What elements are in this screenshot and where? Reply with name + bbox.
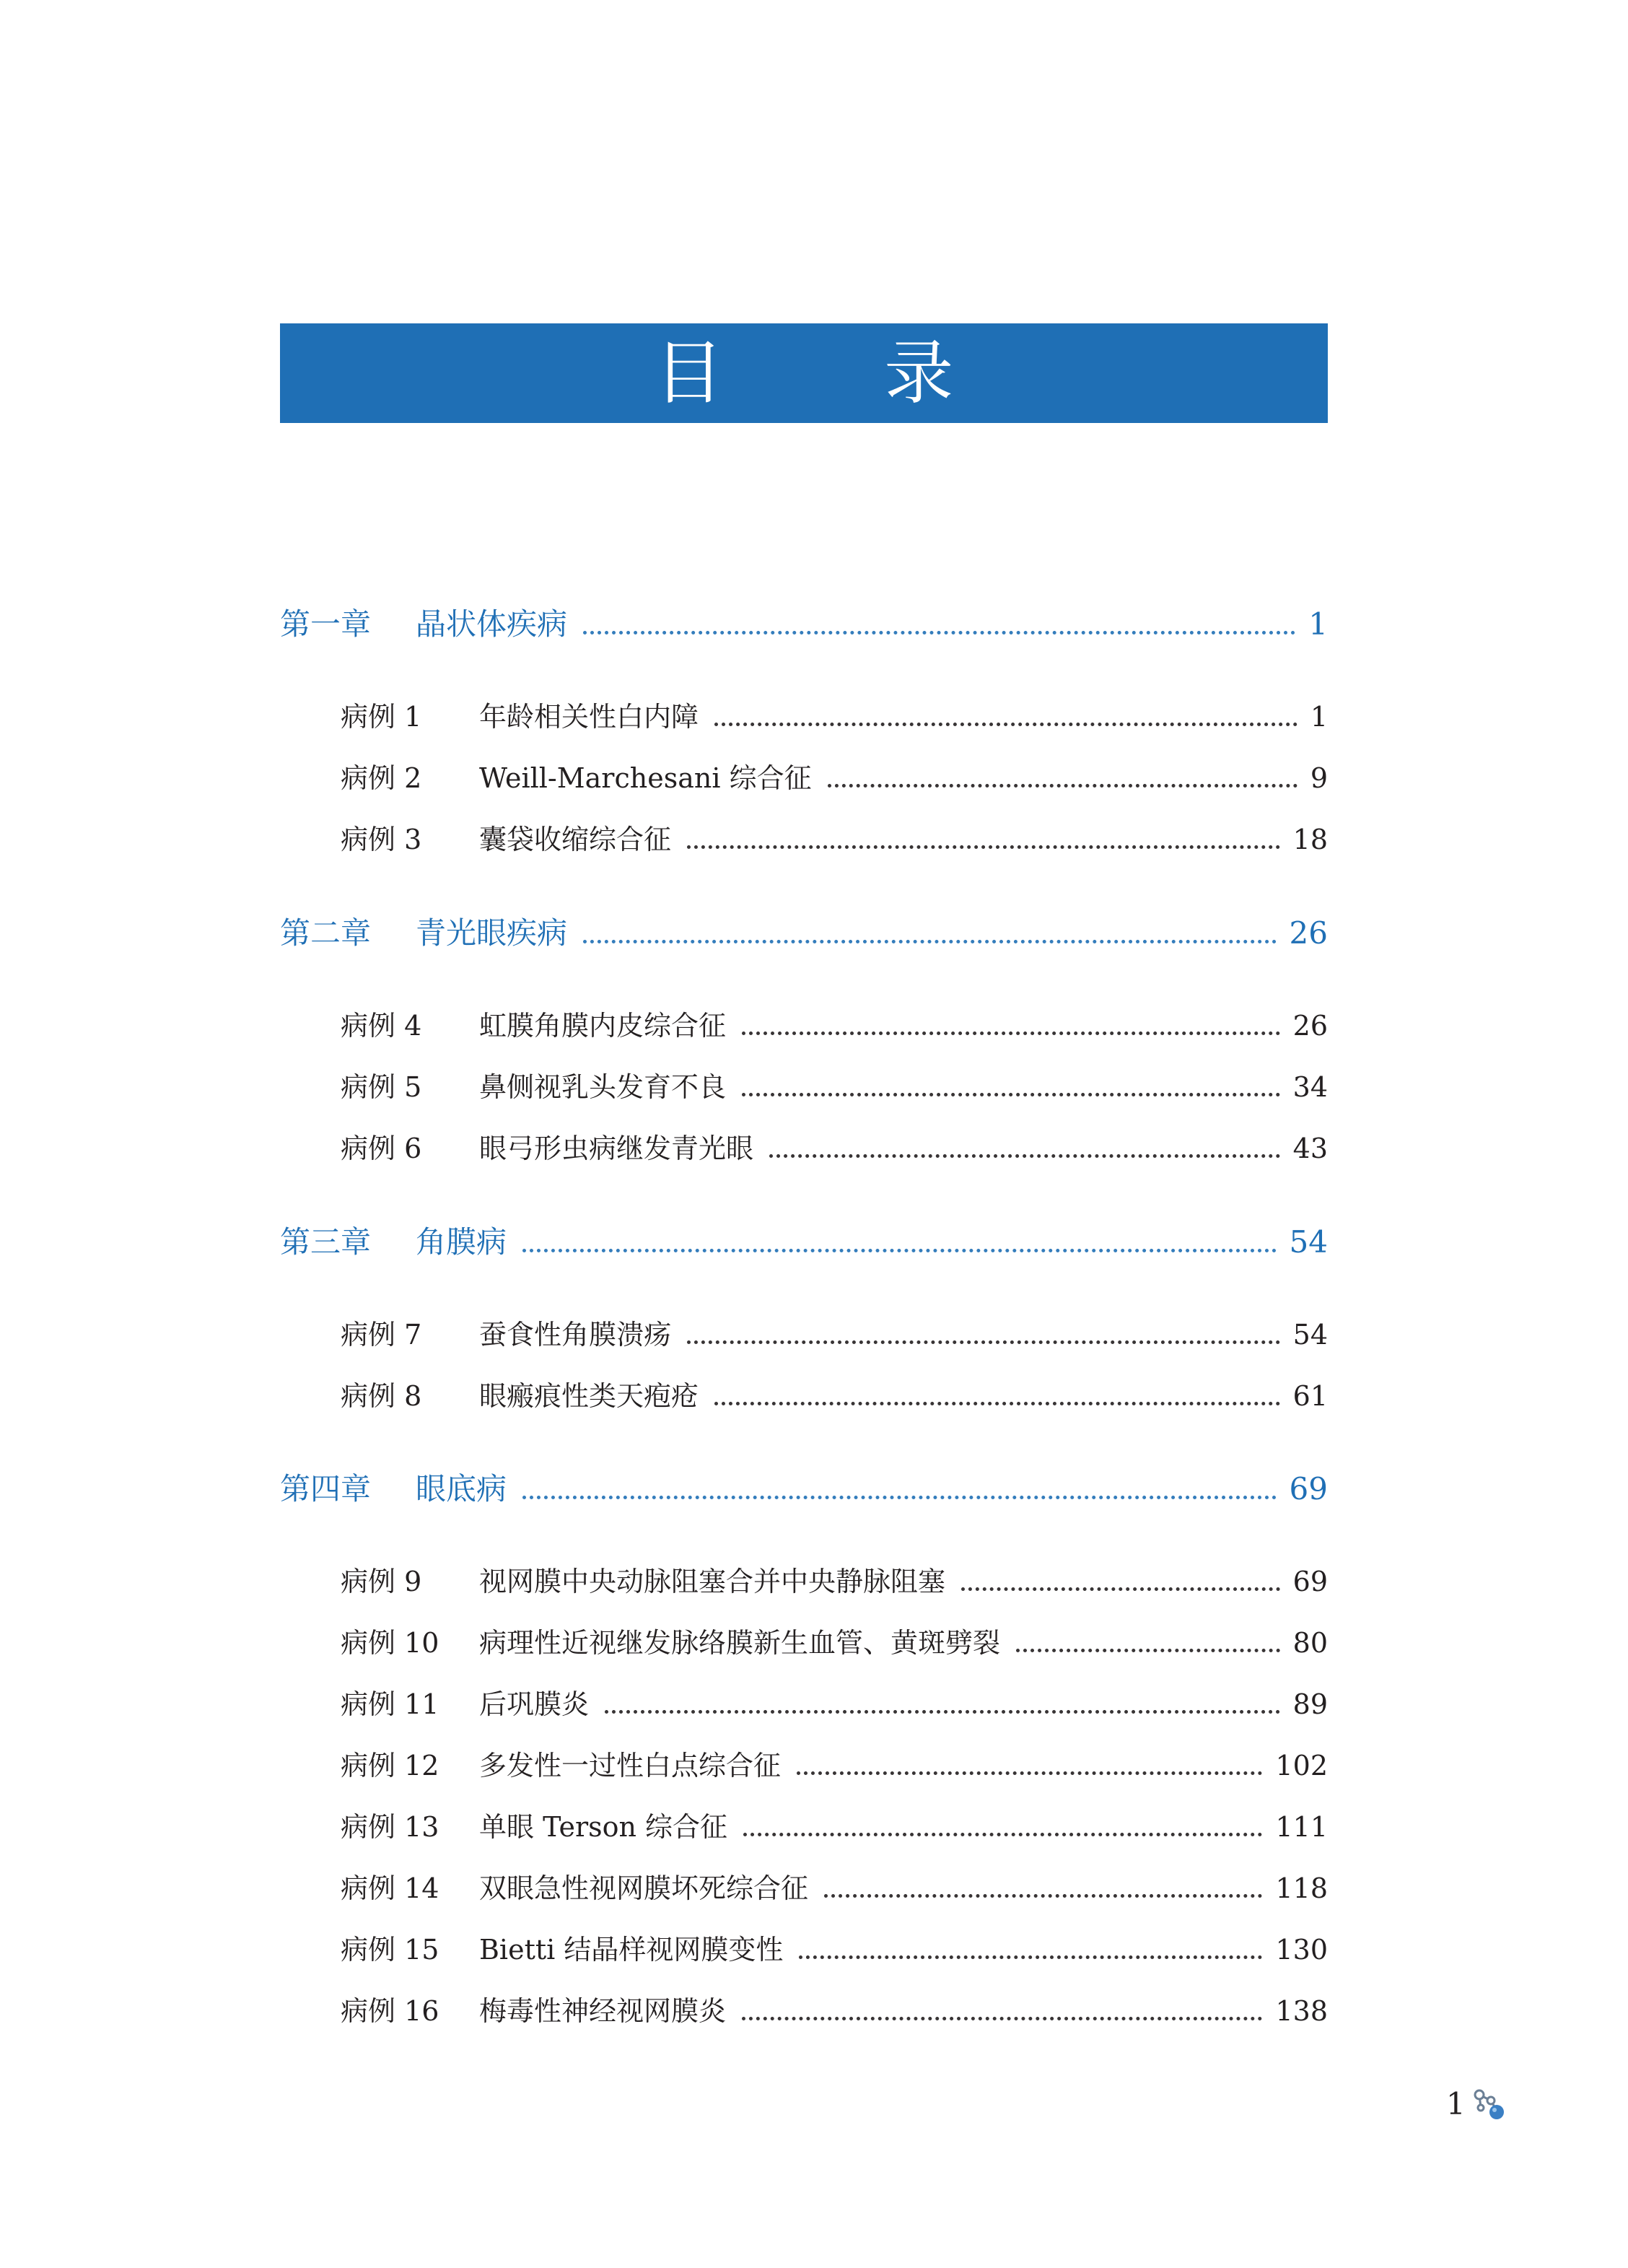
toc-case-15[interactable]	[341, 1927, 1328, 1968]
toc-case-13[interactable]	[341, 1805, 1328, 1845]
toc-chapter-2[interactable]	[280, 910, 1328, 953]
case-title: 后巩膜炎	[479, 1688, 590, 1720]
toc-case-11[interactable]	[341, 1682, 1328, 1722]
page-number: 1	[1446, 2086, 1466, 2121]
case-number: 病例 10	[341, 1627, 439, 1659]
dot-leader	[522, 1496, 1277, 1499]
case-number: 病例 14	[341, 1872, 439, 1904]
toc-case-7[interactable]	[341, 1312, 1328, 1353]
dot-leader	[1016, 1649, 1280, 1652]
dot-leader	[799, 1955, 1262, 1959]
case-number: 病例 8	[341, 1380, 422, 1412]
case-page-number: 111	[1275, 1811, 1328, 1843]
chapter-page-number: 69	[1289, 1471, 1328, 1506]
case-page-number: 69	[1292, 1566, 1328, 1597]
toc-case-6[interactable]	[341, 1126, 1328, 1166]
case-page-number: 89	[1292, 1688, 1328, 1720]
chapter-number: 第四章	[280, 1471, 372, 1506]
chapter-title: 角膜病	[416, 1224, 507, 1260]
case-title: Bietti 结晶样视网膜变性	[479, 1934, 784, 1966]
dot-leader	[687, 845, 1280, 849]
toc-case-8[interactable]	[341, 1374, 1328, 1414]
toc-chapter-4[interactable]	[280, 1465, 1328, 1509]
case-title: 单眼 Terson 综合征	[479, 1811, 728, 1843]
toc-chapter-1[interactable]	[280, 601, 1328, 644]
toc-chapter-3[interactable]	[280, 1218, 1328, 1262]
case-page-number: 61	[1292, 1380, 1328, 1412]
case-number: 病例 3	[341, 824, 422, 855]
chapter-page-number: 54	[1289, 1224, 1328, 1260]
toc-case-5[interactable]	[341, 1065, 1328, 1105]
case-title: 年龄相关性白内障	[479, 701, 699, 733]
case-page-number: 138	[1275, 1995, 1328, 2027]
case-title: 多发性一过性白点综合征	[479, 1750, 782, 1781]
case-number: 病例 1	[341, 701, 422, 733]
chapter-number: 第二章	[280, 915, 372, 951]
chapter-title: 眼底病	[416, 1471, 507, 1506]
dot-leader	[742, 1093, 1280, 1096]
dot-leader	[605, 1710, 1280, 1714]
dot-leader	[687, 1340, 1280, 1344]
dot-leader	[742, 2017, 1262, 2020]
case-number: 病例 12	[341, 1750, 439, 1781]
toc-case-16[interactable]	[341, 1989, 1328, 2029]
case-number: 病例 2	[341, 762, 422, 794]
toc-case-4[interactable]	[341, 1003, 1328, 1044]
chapter-number: 第一章	[280, 606, 372, 642]
dot-leader	[769, 1154, 1280, 1158]
case-number: 病例 16	[341, 1995, 439, 2027]
toc-case-12[interactable]	[341, 1743, 1328, 1784]
case-title: 蚕食性角膜溃疡	[479, 1319, 672, 1351]
dot-leader	[828, 784, 1297, 788]
dot-leader	[714, 1402, 1280, 1405]
case-number: 病例 13	[341, 1811, 439, 1843]
case-page-number: 26	[1292, 1010, 1328, 1042]
case-title: 囊袋收缩综合征	[479, 824, 672, 855]
case-page-number: 18	[1292, 824, 1328, 855]
case-page-number: 54	[1292, 1319, 1328, 1351]
dot-leader	[742, 1031, 1280, 1035]
case-page-number: 34	[1292, 1071, 1328, 1103]
case-number: 病例 15	[341, 1934, 439, 1966]
case-number: 病例 9	[341, 1566, 422, 1597]
toc-case-2[interactable]	[341, 756, 1328, 796]
case-page-number: 43	[1292, 1133, 1328, 1164]
toc-case-3[interactable]	[341, 817, 1328, 858]
dot-leader	[583, 631, 1295, 634]
dot-leader	[583, 940, 1277, 943]
dot-leader	[824, 1894, 1262, 1898]
case-number: 病例 6	[341, 1133, 422, 1164]
molecule-logo-icon	[1469, 2085, 1507, 2122]
dot-leader	[797, 1771, 1262, 1775]
dot-leader	[961, 1587, 1280, 1591]
chapter-page-number: 26	[1289, 915, 1328, 951]
case-title: 视网膜中央动脉阻塞合并中央静脉阻塞	[479, 1566, 946, 1597]
toc-case-1[interactable]	[341, 694, 1328, 735]
toc-case-14[interactable]	[341, 1866, 1328, 1906]
case-page-number: 130	[1275, 1934, 1328, 1966]
case-page-number: 9	[1310, 762, 1328, 794]
dot-leader	[743, 1833, 1262, 1836]
case-number: 病例 7	[341, 1319, 422, 1351]
toc-title-bar	[280, 323, 1328, 423]
chapter-title: 青光眼疾病	[416, 915, 568, 951]
toc-case-9[interactable]	[341, 1559, 1328, 1600]
toc-title: 目 录	[654, 333, 1023, 414]
case-page-number: 80	[1292, 1627, 1328, 1659]
dot-leader	[714, 723, 1297, 726]
dot-leader	[522, 1249, 1277, 1252]
case-title: Weill-Marchesani 综合征	[479, 762, 812, 794]
case-title: 眼弓形虫病继发青光眼	[479, 1133, 754, 1164]
chapter-page-number: 1	[1308, 606, 1328, 642]
case-number: 病例 5	[341, 1071, 422, 1103]
chapter-title: 晶状体疾病	[416, 606, 568, 642]
case-page-number: 118	[1275, 1872, 1328, 1904]
chapter-number: 第三章	[280, 1224, 372, 1260]
case-title: 鼻侧视乳头发育不良	[479, 1071, 727, 1103]
case-title: 梅毒性神经视网膜炎	[479, 1995, 727, 2027]
case-title: 病理性近视继发脉络膜新生血管、黄斑劈裂	[479, 1627, 1001, 1659]
toc-case-10[interactable]	[341, 1621, 1328, 1661]
case-number: 病例 4	[341, 1010, 422, 1042]
case-page-number: 1	[1310, 701, 1328, 733]
case-number: 病例 11	[341, 1688, 439, 1720]
case-title: 虹膜角膜内皮综合征	[479, 1010, 727, 1042]
case-page-number: 102	[1275, 1750, 1328, 1781]
case-title: 眼瘢痕性类天疱疮	[479, 1380, 699, 1412]
case-title: 双眼急性视网膜坏死综合征	[479, 1872, 809, 1904]
